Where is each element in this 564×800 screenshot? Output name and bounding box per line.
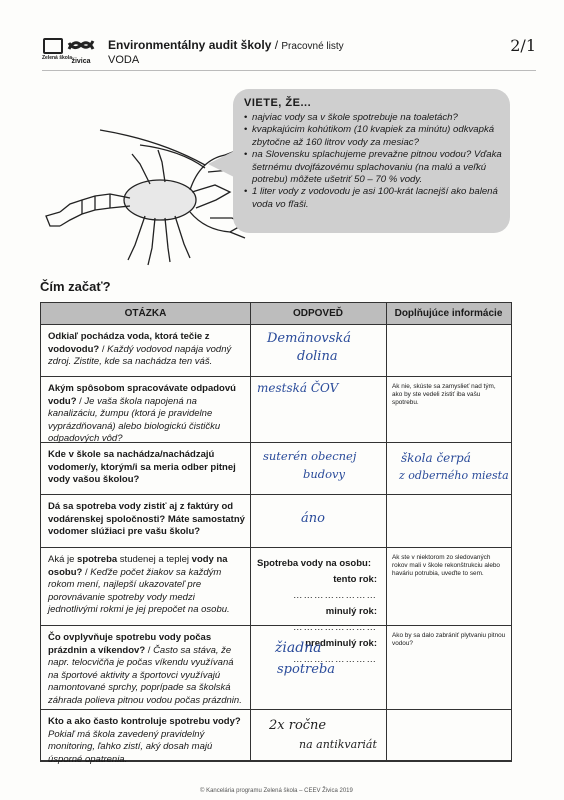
consumption-row: tento rok: ……………………: [293, 574, 377, 601]
answer-handwritten: budovy: [303, 467, 346, 481]
question-text: Odkiaľ pochádza voda, ktorá tečie z vodovodu? / Každý vodovod napája vodný zdroj. Zistite, kde sa nachádza ten váš.: [48, 331, 232, 367]
title-separator: /: [271, 38, 282, 52]
section-title: Čím začať?: [40, 279, 111, 294]
questions-table: [40, 302, 512, 765]
answer-handwritten: žiadna: [275, 640, 322, 656]
question-text: Aká je spotreba studenej a teplej vody na osobu? / Keďže počet žiakov sa každým rokom mení, najlepší ukazovateľ pre porovnávanie spotreby vody medzi jednotlivými rokmi je jej prepočet na osobu.: [48, 554, 230, 615]
info-handwritten: z odberného miesta: [399, 469, 509, 482]
logo1-text: Zelená škola: [42, 55, 73, 61]
callout-item: • kvapkajúcim kohútikom (10 kvapiek za minútu) odkvapká zbytočne až 160 litrov vody za mesiac?: [244, 124, 504, 149]
answer-handwritten: suterén obecnej: [263, 449, 357, 463]
document-title-line: [108, 38, 344, 52]
info-text: Ak ste v niektorom zo sledovaných rokov mali v škole rekonštrukciu alebo haváriu potrubia, uveďte to sem.: [392, 554, 500, 578]
question-text: Dá sa spotreba vody zistiť aj z faktúry od vodárenskej spoločnosti? Máte samostatný vodomer slúžiaci pre vašu školu?: [48, 501, 245, 537]
question-text: Kde v škole sa nachádza/nachádzajú vodomer/y, ktorým/i sa meria odber pitnej vody vašou školou?: [48, 449, 236, 485]
question-text: Čo ovplyvňuje spotrebu vody počas prázdnin a víkendov? / Často sa stáva, že napr. telocvičňa je počas víkendu využívaná na športové aktivity a športovci využívajú namontované sprchy, poprípade sa školská záhrada polieva pitnou vodou počas prázdnin.: [48, 632, 242, 706]
callout-item: • na Slovensku splachujeme prevažne pitnou vodou? Vďaka šetrnému dvojfázovému splachovaniu (na malú a veľkú potrebu) môžete ušetriť 50 – 70 % vody.: [244, 149, 504, 186]
consumption-title: Spotreba vody na osobu:: [257, 558, 372, 569]
crayfish-illustration-icon: [40, 120, 250, 280]
callout-item: • 1 liter vody z vodovodu je asi 100-krát lacnejší ako balená voda vo fľaši.: [244, 186, 504, 211]
zivica-mark-icon: [66, 38, 96, 52]
page-number: 2/1: [510, 36, 536, 55]
table-row: [41, 377, 511, 443]
consumption-row: predminulý rok: ……………………: [293, 638, 377, 665]
table-row: [41, 495, 511, 548]
zivica-logo: [66, 38, 96, 65]
table-row: [41, 626, 511, 710]
answer-handwritten: na antikvariát: [299, 738, 377, 751]
logo2-text: živica: [71, 58, 91, 65]
consumption-row: minulý rok: ……………………: [293, 606, 377, 633]
callout-heading: VIETE, ŽE...: [244, 97, 312, 109]
header-question: OTÁZKA: [41, 303, 250, 325]
answer-handwritten: áno: [301, 511, 325, 526]
document-title: Environmentálny audit školy: [108, 38, 272, 52]
table-row: [41, 443, 511, 495]
zelena-skola-logo: [42, 38, 73, 61]
answer-handwritten: dolina: [297, 349, 338, 364]
answer-handwritten: spotreba: [277, 662, 336, 677]
answer-handwritten: mestská ČOV: [257, 381, 339, 395]
callout-item: • najviac vody sa v škole spotrebuje na toaletách?: [244, 112, 504, 124]
book-icon: [43, 38, 63, 54]
footer-credit: © Kancelária programu Zelená škola – CEEV Živica 2019: [200, 788, 353, 794]
document-topic: VODA: [108, 54, 140, 66]
table-row: [41, 710, 511, 765]
table-row: [41, 325, 511, 377]
info-text: Ako by sa dalo zabrániť plytvaniu pitnou vodou?: [392, 632, 506, 648]
answer-handwritten: 2x ročne: [269, 718, 327, 733]
callout-list: [244, 112, 504, 211]
question-text: Kto a ako často kontroluje spotrebu vody? Pokiaľ má škola zavedený pravidelný monitoring, ľahko zistí, aký dosah majú úsporné opatrenia.: [48, 716, 241, 765]
question-text: Akým spôsobom spracovávate odpadovú vodu? / Je vaša škola napojená na kanalizáciu, žumpu (ktorá je pravidelne vyprázdňovaná) alebo biologickú čističku odpadových vôd?: [48, 383, 236, 444]
header-answer: ODPOVEĎ: [250, 303, 386, 325]
answer-handwritten: Demänovská: [267, 331, 352, 346]
document-subtitle: Pracovné listy: [281, 41, 344, 52]
header-info: Doplňujúce informácie: [386, 303, 511, 325]
info-text: Ak nie, skúste sa zamyslieť nad tým, ako by ste vedeli zistiť iba vašu spotrebu.: [392, 383, 496, 407]
info-handwritten: škola čerpá: [401, 451, 471, 465]
column-divider: [386, 303, 387, 761]
column-divider: [250, 303, 251, 761]
logos: [42, 38, 102, 64]
callout-tail: [208, 150, 236, 178]
header-divider: [42, 70, 536, 71]
